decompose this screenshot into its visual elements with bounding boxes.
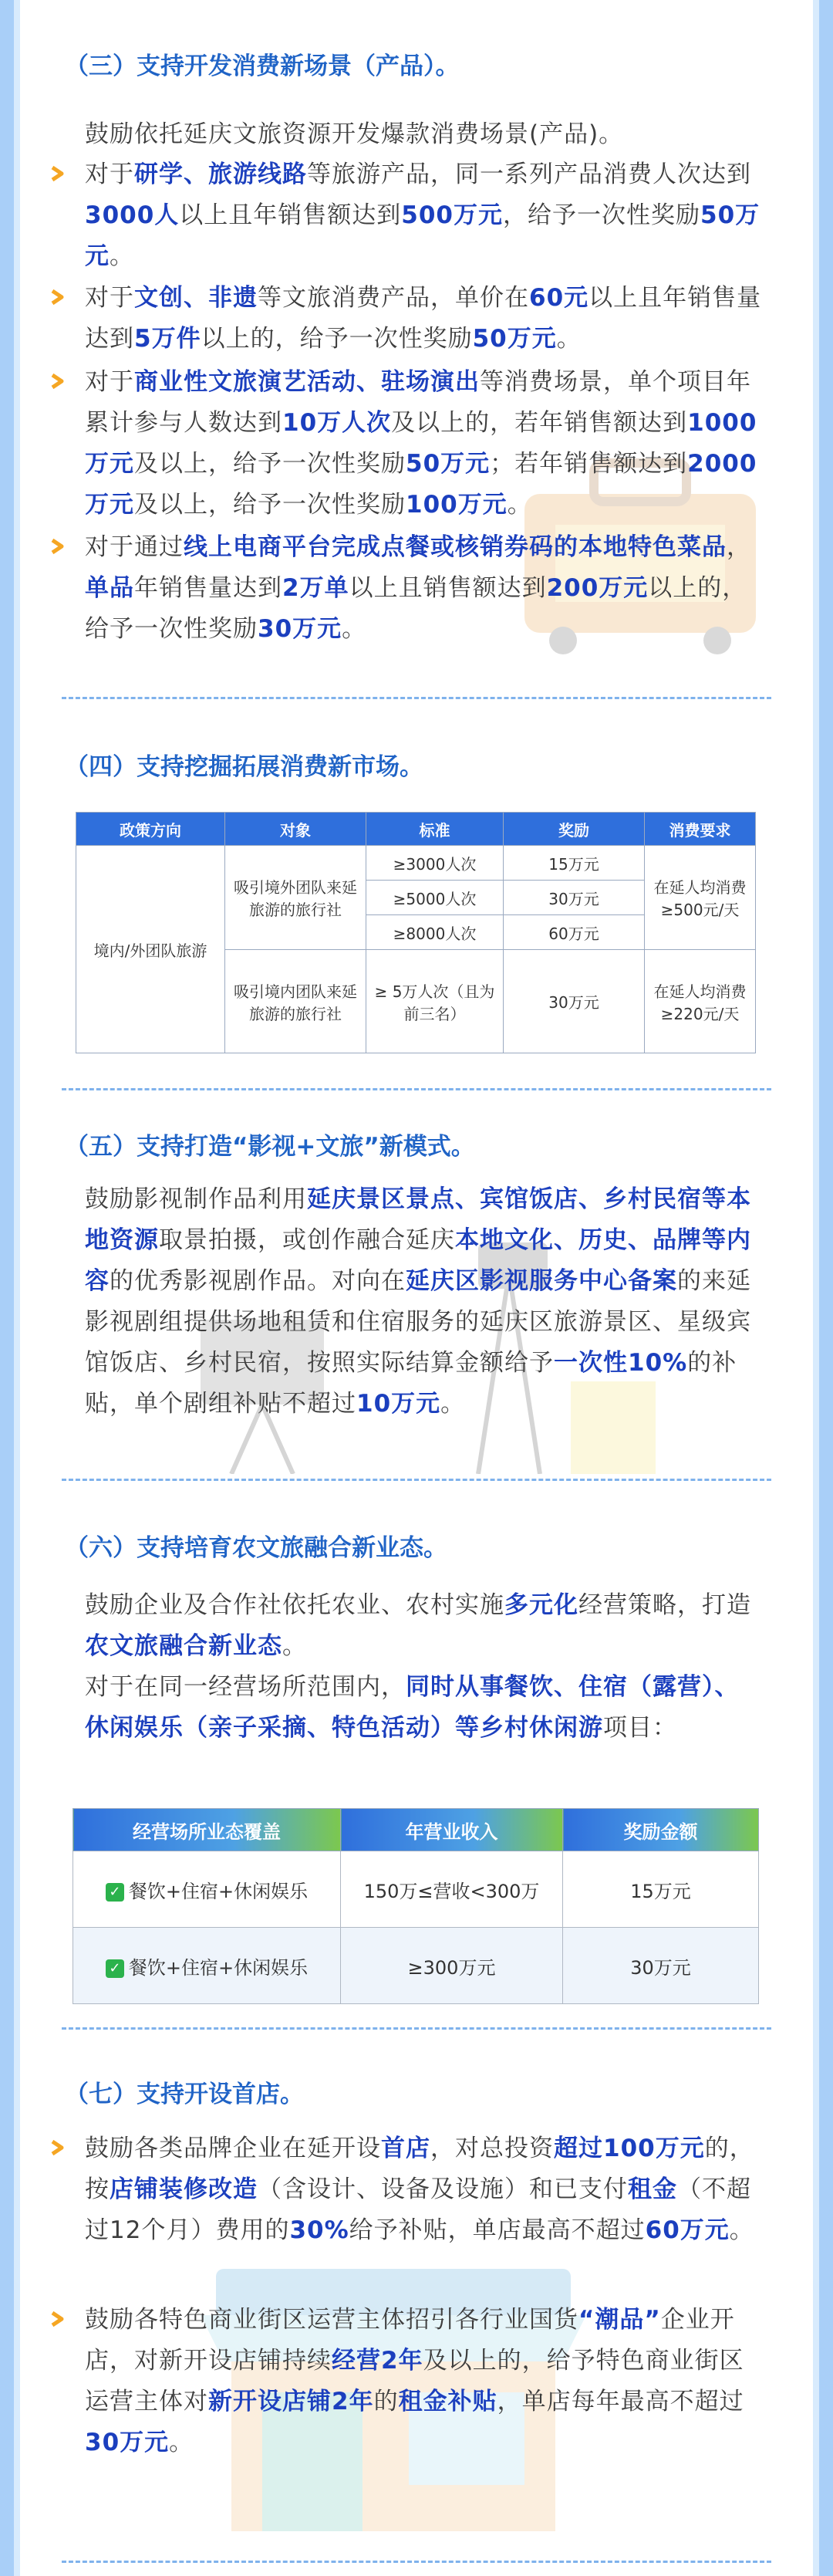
table-header: 经营场所业态覆盖 bbox=[73, 1809, 341, 1851]
emphasis-text: 研学、旅游线路 bbox=[134, 161, 307, 188]
section-divider bbox=[62, 1479, 771, 1481]
body-text: 。 bbox=[507, 491, 532, 519]
body-text: 及以上的，若年销售额达到 bbox=[391, 409, 688, 437]
bullet-arrow-icon bbox=[49, 165, 66, 182]
emphasis-text: 文创、非遗 bbox=[134, 284, 258, 312]
body-text: 项目： bbox=[603, 1714, 677, 1742]
section5-heading: （五）支持打造“影视+文旅”新模式。 bbox=[65, 1133, 475, 1161]
section3-heading: （三）支持开发消费新场景（产品）。 bbox=[65, 52, 460, 80]
section4-heading: （四）支持挖掘拓展消费新市场。 bbox=[65, 753, 423, 781]
table-cell: 30万元 bbox=[504, 950, 645, 1053]
body-text: ，给予一次性奖励 bbox=[503, 201, 700, 229]
emphasis-text: “潮品” bbox=[578, 2306, 661, 2334]
section3-item bbox=[85, 154, 764, 277]
emphasis-text: 10万人次 bbox=[282, 409, 392, 437]
bullet-arrow-icon bbox=[49, 373, 66, 390]
bullet-arrow-icon bbox=[49, 289, 66, 306]
table-cell: 境内/外团队旅游 bbox=[76, 846, 225, 1053]
body-text: 对于 bbox=[85, 284, 134, 312]
emphasis-text: 农文旅融合新业态 bbox=[85, 1632, 282, 1660]
emphasis-text: 50万元 bbox=[85, 201, 760, 270]
body-text: ，对总投资 bbox=[430, 2135, 554, 2162]
table-cell: ≥3000人次 bbox=[366, 846, 504, 881]
table-cell: 150万≤营收<300万 bbox=[341, 1851, 563, 1928]
body-text: 及以上的，给予特色商业街区运营主体对 bbox=[85, 2347, 744, 2415]
body-text: 对于 bbox=[85, 368, 134, 396]
body-text: 。 bbox=[169, 2429, 194, 2456]
body-text: 等消费场景，单个项目年累计参与人数达到 bbox=[85, 368, 751, 437]
table-cell: ≥8000人次 bbox=[366, 915, 504, 950]
emphasis-text: 5万件 bbox=[134, 325, 201, 353]
emphasis-text: 延庆区影视服务中心备案 bbox=[406, 1267, 677, 1295]
body-text: 鼓励各特色商业街区运营主体招引各行业国货 bbox=[85, 2306, 578, 2334]
table-cell: 15万元 bbox=[563, 1851, 759, 1928]
table-header: 年营业收入 bbox=[341, 1809, 563, 1851]
body-text: 的 bbox=[373, 2388, 399, 2415]
team-tourism-table bbox=[76, 812, 756, 1053]
emphasis-text: 10万元 bbox=[356, 1390, 441, 1418]
table-cell: ≥300万元 bbox=[341, 1928, 563, 2004]
emphasis-text: 租金 bbox=[628, 2175, 677, 2203]
table-header: 政策方向 bbox=[76, 813, 225, 846]
checkbox-icon: ✓ bbox=[106, 1883, 124, 1902]
body-text: 的补贴，单个剧组补贴不超过 bbox=[85, 1349, 737, 1418]
body-text: 年销售量达到 bbox=[134, 574, 282, 602]
table-header: 奖励 bbox=[504, 813, 645, 846]
emphasis-text: 2000万元 bbox=[85, 450, 757, 519]
table-cell: 30万元 bbox=[504, 881, 645, 915]
body-text: 。 bbox=[556, 325, 582, 353]
body-text: 以上且年销售量达到 bbox=[85, 284, 762, 353]
coverage-label: 餐饮+住宿+休闲娱乐 bbox=[128, 1880, 309, 1902]
table-cell: 吸引境外团队来延旅游的旅行社 bbox=[225, 846, 366, 950]
section-divider bbox=[62, 2561, 771, 2563]
body-text: 鼓励影视制作品利用 bbox=[85, 1185, 307, 1213]
emphasis-text: 首店 bbox=[381, 2135, 430, 2162]
section7-item bbox=[85, 2300, 764, 2463]
emphasis-text: 2万单 bbox=[282, 574, 349, 602]
section6-paragraph bbox=[85, 1585, 764, 1667]
body-text: 鼓励各类品牌企业在延开设 bbox=[85, 2135, 381, 2162]
body-text: 。 bbox=[440, 1390, 466, 1418]
table-header: 奖励金额 bbox=[563, 1809, 759, 1851]
body-text: 对于 bbox=[85, 161, 134, 188]
body-text: ， bbox=[727, 533, 751, 561]
section-divider bbox=[62, 697, 771, 699]
emphasis-text: 30% bbox=[289, 2216, 349, 2244]
body-text: 对于在同一经营场所范围内， bbox=[85, 1673, 406, 1701]
body-text: 以上且年销售额达到 bbox=[179, 201, 402, 229]
body-text: 的优秀影视剧作品。对向在 bbox=[110, 1267, 406, 1295]
emphasis-text: 新开设店铺2年 bbox=[208, 2388, 374, 2415]
emphasis-text: 30万元 bbox=[85, 2429, 170, 2456]
section3-item bbox=[85, 362, 764, 526]
table-cell: ≥ 5万人次（且为前三名） bbox=[366, 950, 504, 1053]
section-divider bbox=[62, 1088, 771, 1090]
body-text: 取景拍摄，或创作融合延庆 bbox=[159, 1226, 455, 1254]
body-text: 及以上，给予一次性奖励 bbox=[134, 450, 406, 478]
body-text: 以上且销售额达到 bbox=[349, 574, 547, 602]
table-cell: 在延人均消费≥500元/天 bbox=[645, 846, 756, 950]
emphasis-text: 50万元 bbox=[406, 450, 491, 478]
body-text: 。 bbox=[342, 615, 367, 643]
body-text: 及以上，给予一次性奖励 bbox=[134, 491, 406, 519]
table-header: 消费要求 bbox=[645, 813, 756, 846]
emphasis-text: 60万元 bbox=[645, 2216, 730, 2244]
emphasis-text: 超过100万元 bbox=[554, 2135, 705, 2162]
section6-heading: （六）支持培育农文旅融合新业态。 bbox=[65, 1534, 447, 1562]
table-cell bbox=[73, 1851, 341, 1928]
emphasis-text: 店铺装修改造 bbox=[110, 2175, 258, 2203]
table-cell: 30万元 bbox=[563, 1928, 759, 2004]
section5-paragraph bbox=[85, 1179, 764, 1425]
body-text: 的来延影视剧组提供场地租赁和住宿服务的延庆区旅游景区、星级宾馆饭店、乡村民宿，按照实际结算金额给予 bbox=[85, 1267, 751, 1377]
body-text: 鼓励企业及合作社依托农业、农村实施 bbox=[85, 1591, 504, 1619]
table-cell: 吸引境内团队来延旅游的旅行社 bbox=[225, 950, 366, 1053]
section3-item bbox=[85, 527, 764, 650]
emphasis-text: 延庆景区景点、宾馆饭店、乡村民宿等本地资源 bbox=[85, 1185, 751, 1254]
body-text: 。 bbox=[282, 1632, 307, 1660]
body-text: 的，按 bbox=[85, 2135, 754, 2203]
emphasis-text: 单品 bbox=[85, 574, 134, 602]
section3-intro: 鼓励依托延庆文旅资源开发爆款消费场景(产品)。 bbox=[85, 120, 624, 148]
body-text: 。 bbox=[729, 2216, 754, 2244]
bullet-arrow-icon bbox=[49, 2139, 66, 2156]
emphasis-text: 一次性10% bbox=[554, 1349, 688, 1377]
emphasis-text: 50万元 bbox=[472, 325, 557, 353]
body-text: 经营策略，打造 bbox=[578, 1591, 751, 1619]
emphasis-text: 经营2年 bbox=[332, 2347, 423, 2375]
table-cell: 在延人均消费≥220元/天 bbox=[645, 950, 756, 1053]
emphasis-text: 线上电商平台完成点餐或核销券码的本地特色菜品 bbox=[184, 533, 727, 561]
body-text: （含设计、设备及设施）和已支付 bbox=[258, 2175, 628, 2203]
table-cell bbox=[73, 1928, 341, 2004]
table-header: 标准 bbox=[366, 813, 504, 846]
body-text: ；若年销售额达到 bbox=[490, 450, 688, 478]
section3-item bbox=[85, 278, 764, 360]
emphasis-text: 100万元 bbox=[406, 491, 508, 519]
section6-paragraph bbox=[85, 1667, 764, 1749]
section-divider bbox=[62, 2027, 771, 2030]
checkbox-icon: ✓ bbox=[106, 1959, 124, 1978]
bullet-arrow-icon bbox=[49, 2311, 66, 2328]
emphasis-text: 租金补贴 bbox=[398, 2388, 497, 2415]
emphasis-text: 3000人 bbox=[85, 201, 180, 229]
table-cell: 15万元 bbox=[504, 846, 645, 881]
body-text: 以上的，给予一次性奖励 bbox=[201, 325, 473, 353]
emphasis-text: 1000万元 bbox=[85, 409, 757, 478]
body-text: 。 bbox=[110, 242, 134, 270]
emphasis-text: 500万元 bbox=[401, 201, 503, 229]
body-text: 等旅游产品，同一系列产品消费人次达到 bbox=[307, 161, 751, 188]
section7-item bbox=[85, 2128, 764, 2251]
table-cell: ≥5000人次 bbox=[366, 881, 504, 915]
emphasis-text: 商业性文旅演艺活动、驻场演出 bbox=[134, 368, 480, 396]
body-text: 对于通过 bbox=[85, 533, 184, 561]
table-header: 对象 bbox=[225, 813, 366, 846]
emphasis-text: 本地文化、历史、品牌等内容 bbox=[85, 1226, 751, 1295]
body-text: 以上的，给予一次性奖励 bbox=[85, 574, 747, 643]
emphasis-text: 200万元 bbox=[546, 574, 649, 602]
body-text: 等文旅消费产品，单价在 bbox=[258, 284, 529, 312]
emphasis-text: 30万元 bbox=[258, 615, 342, 643]
agritourism-table bbox=[73, 1808, 759, 2004]
emphasis-text: 多元化 bbox=[504, 1591, 578, 1619]
table-cell: 60万元 bbox=[504, 915, 645, 950]
coverage-label: 餐饮+住宿+休闲娱乐 bbox=[128, 1956, 309, 1979]
section7-heading: （七）支持开设首店。 bbox=[65, 2081, 304, 2108]
body-text: 企业开店，对新开设店铺持续 bbox=[85, 2306, 735, 2375]
emphasis-text: 同时从事餐饮、住宿（露营）、休闲娱乐（亲子采摘、特色活动）等乡村休闲游 bbox=[85, 1673, 740, 1742]
emphasis-text: 60元 bbox=[529, 284, 589, 312]
body-text: 给予补贴，单店最高不超过 bbox=[349, 2216, 646, 2244]
bullet-arrow-icon bbox=[49, 538, 66, 555]
body-text: （不超过12个月）费用的 bbox=[85, 2175, 751, 2244]
body-text: ，单店每年最高不超过 bbox=[497, 2388, 744, 2415]
